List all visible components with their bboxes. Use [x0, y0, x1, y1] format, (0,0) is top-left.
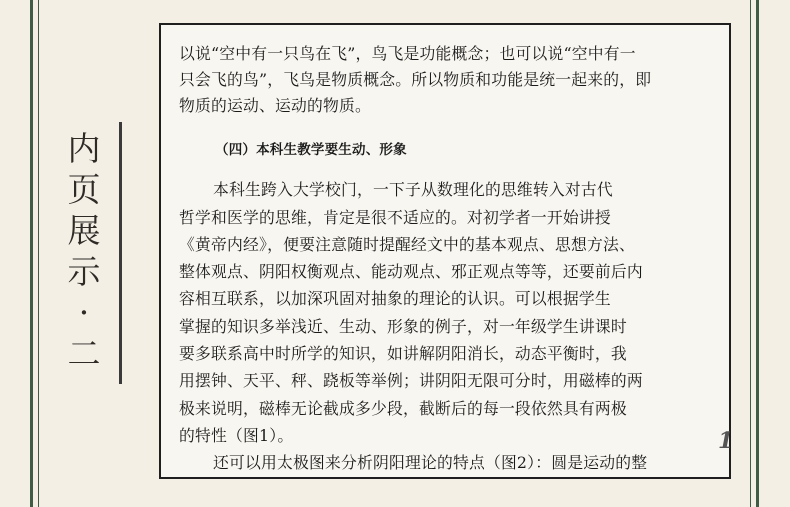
- side-title: [64, 128, 104, 374]
- side-title-char: 展: [67, 211, 101, 250]
- section-heading: （四）本科生教学要生动、形象: [215, 142, 407, 158]
- right-frame-line-inner: [750, 0, 751, 507]
- left-frame-line-inner: [38, 0, 39, 507]
- side-title-char: ·: [78, 293, 90, 332]
- side-divider: [119, 122, 122, 384]
- text-line: 用摆钟、天平、秤、跷板等举例；讲阴阳无限可分时，用磁棒的两: [179, 371, 643, 390]
- text-line: 《黄帝内经》，便要注意随时提醒经文中的基本观点、思想方法、: [179, 235, 636, 254]
- text-line: 只会飞的鸟”，飞鸟是物质概念。所以物质和功能是统一起来的，即: [179, 70, 652, 89]
- text-line: 要多联系高中时所学的知识，如讲解阴阳消长，动态平衡时，我: [179, 344, 627, 363]
- side-title-char: 内: [67, 129, 101, 168]
- side-title-char: 页: [67, 170, 101, 209]
- page-number: 1: [718, 428, 734, 454]
- text-line: 整体观点、阴阳权衡观点、能动观点、邪正观点等等，还要前后内: [179, 262, 643, 281]
- text-line: 的特性（图1）。: [179, 426, 294, 445]
- right-frame-line-outer: [756, 0, 759, 507]
- side-title-char: 示: [67, 252, 101, 291]
- page-scan: [159, 23, 734, 479]
- text-line: 以说“空中有一只鸟在飞”，鸟飞是功能概念；也可以说“空中有一: [179, 44, 636, 63]
- text-line: 掌握的知识多举浅近、生动、形象的例子，对一年级学生讲课时: [179, 317, 627, 336]
- text-line: 容相互联系，以加深巩固对抽象的理论的认识。可以根据学生: [179, 289, 611, 308]
- left-frame-line-outer: [30, 0, 33, 507]
- text-line: 物质的运动、运动的物质。: [179, 96, 371, 115]
- text-line: 极来说明，磁棒无论截成多少段，截断后的每一段依然具有两极: [179, 399, 627, 418]
- side-title-char: 二: [67, 334, 101, 373]
- text-line: 本科生跨入大学校门，一下子从数理化的思维转入对古代: [181, 180, 613, 199]
- text-line: 还可以用太极图来分析阴阳理论的特点（图2）：圆是运动的整: [181, 453, 648, 472]
- text-line: 哲学和医学的思维，肯定是很不适应的。对初学者一开始讲授: [179, 208, 611, 227]
